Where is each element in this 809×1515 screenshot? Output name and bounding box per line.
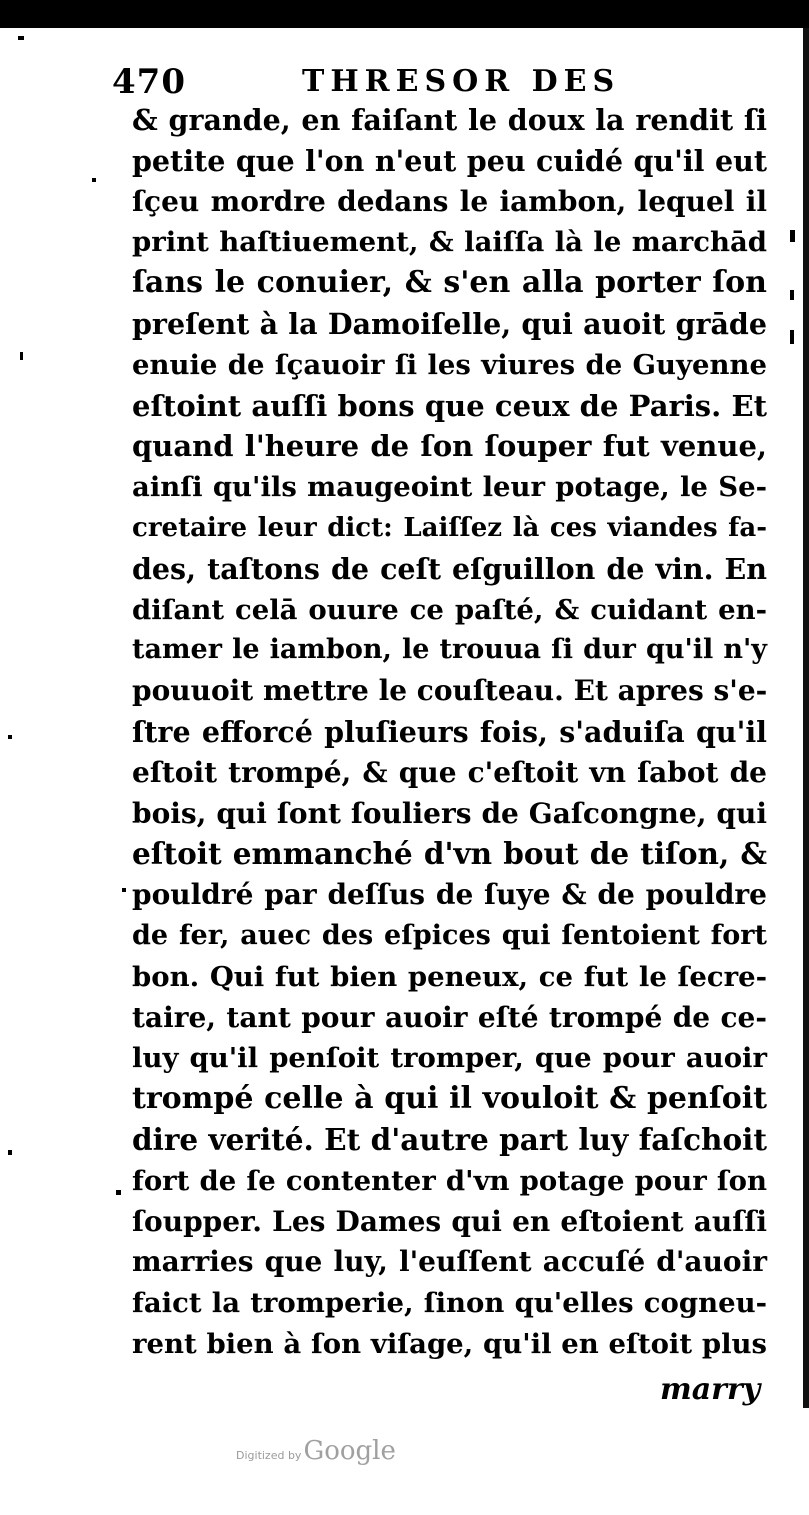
text-line: print haſtiuement, & laiſſa là le marchād (132, 226, 767, 259)
text-line: fort de ſe contenter d'vn potage pour ſon (132, 1164, 767, 1197)
text-line: luy qu'il penſoit tromper, que pour auoir (132, 1042, 767, 1075)
body-text (132, 100, 767, 1365)
text-line: pouldré par deſſus de ſuye & de pouldre (132, 878, 767, 912)
text-line: quand l'heure de ſon ſouper fut venue, (132, 429, 767, 464)
text-line: de fer, auec des eſpices qui ſentoient fort (132, 919, 767, 951)
text-line: eſtoit emmanché d'vn bout de tiſon, & (132, 836, 767, 872)
text-line: ſtre efforcé pluſieurs fois, s'aduiſa qu'il (132, 714, 767, 749)
text-line: ſçeu mordre dedans le iambon, lequel il (132, 184, 767, 218)
text-line: ainſi qu'ils maugeoint leur potage, le Se- (132, 471, 767, 504)
text-line: bois, qui ſont ſouliers de Gaſcongne, qui (132, 796, 767, 830)
scan-top-border (0, 0, 809, 28)
text-line: petite que l'on n'eut peu cuidé qu'il eut (132, 143, 767, 178)
scan-right-edge (803, 28, 809, 1408)
text-line: ſoupper. Les Dames qui en eſtoient auſſi (132, 1204, 767, 1238)
catchword: marry (660, 1372, 761, 1407)
watermark-prefix: Digitized by (236, 1449, 302, 1462)
page-number: 470 (112, 62, 186, 102)
google-watermark (236, 1436, 396, 1476)
text-line: marries que luy, l'euſſent accuſé d'auoir (132, 1245, 767, 1279)
text-line: bon. Qui fut bien peneux, ce fut le ſecre- (132, 960, 767, 993)
text-line: des, taſtons de ceſt eſguillon de vin. En (132, 551, 767, 586)
page-header (112, 62, 672, 100)
text-line: diſant celā ouure ce paſté, & cuidant en- (132, 593, 767, 626)
running-head: THRESOR DES (302, 64, 621, 99)
text-line: eſtoit trompé, & que c'eſtoit vn ſabot de (132, 755, 767, 789)
text-line: eſtoint auſſi bons que ceux de Paris. Et (132, 388, 767, 423)
text-line: trompé celle à qui il vouloit & penſoit (132, 1081, 767, 1117)
text-line: enuie de ſçauoir ſi les viures de Guyenne (132, 348, 767, 381)
google-logo: Google (303, 1436, 396, 1466)
text-line: dire verité. Et d'autre part luy faſchoit (132, 1121, 767, 1157)
text-line: tamer le iambon, le trouua ſi dur qu'il n'y (132, 634, 767, 666)
text-line: pouuoit mettre le couſteau. Et apres s'e- (132, 674, 768, 708)
text-line: ſans le conuier, & s'en alla porter ſon (132, 265, 767, 301)
text-line: faict la tromperie, ſinon qu'elles cogneu- (132, 1287, 767, 1320)
text-line: preſent à la Damoiſelle, qui auoit grāde (132, 306, 767, 341)
text-line: taire, tant pour auoir eſté trompé de ce- (132, 1000, 767, 1034)
text-line: cretaire leur dict: Laiſſez là ces viandes fa- (132, 512, 767, 543)
text-line: rent bien à ſon viſage, qu'il en eſtoit plus (132, 1327, 767, 1360)
text-line: & grande, en faiſant le doux la rendit ſi (132, 103, 767, 137)
